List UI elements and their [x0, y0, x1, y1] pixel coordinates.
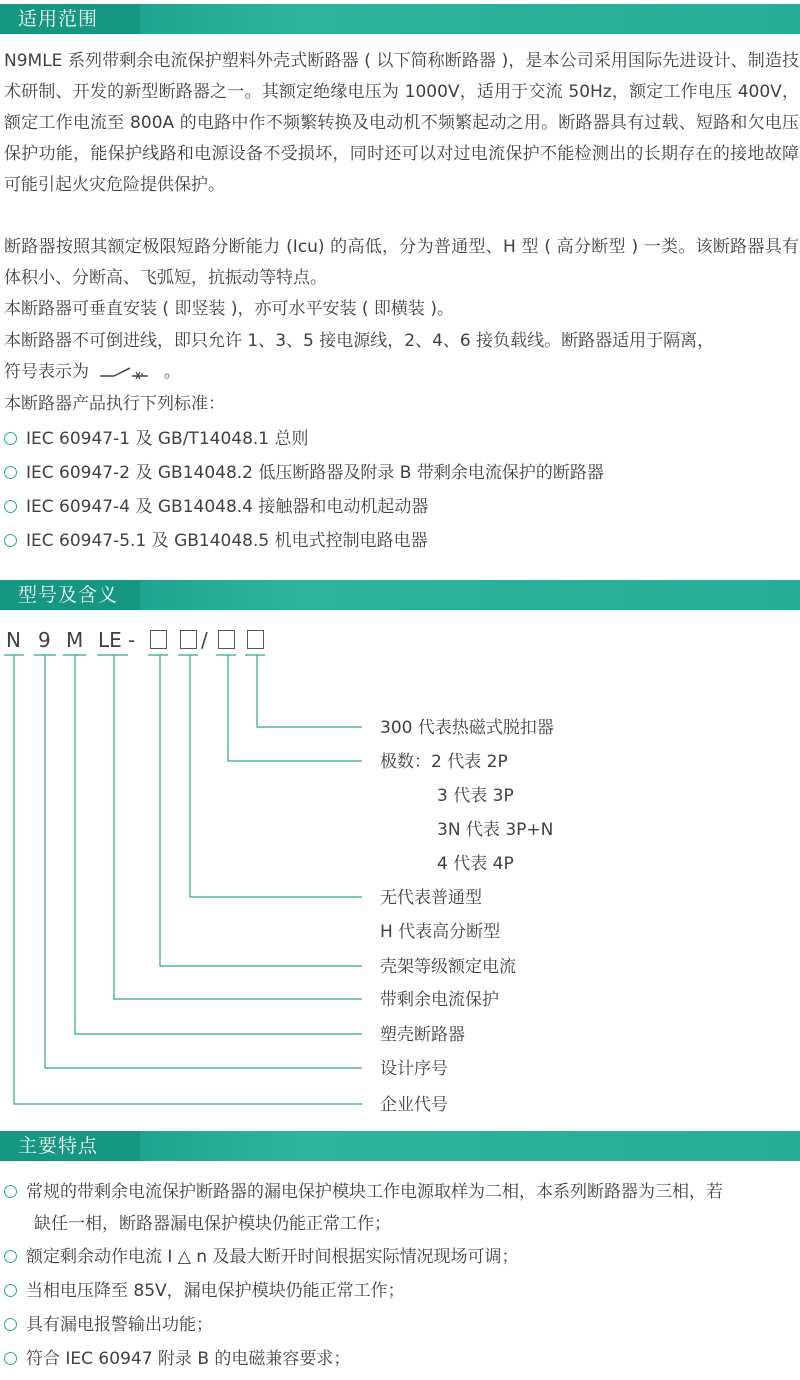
section-title: 主要特点: [18, 1135, 99, 1157]
paragraph-installation: 本断路器可垂直安装 ( 即竖装 )，亦可水平安装 ( 即横装 )。: [4, 299, 454, 319]
standard-item: IEC 60947-5.1 及 GB14048.5 机电式控制电路电器: [4, 529, 428, 553]
meaning-release-type: 300 代表热磁式脱扣器: [380, 718, 554, 738]
meaning-design-number: 设计序号: [380, 1059, 448, 1079]
bullet-circle-icon: [4, 1185, 17, 1198]
bullet-circle-icon: [4, 1352, 17, 1365]
meaning-poles-3p: 3 代表 3P: [437, 786, 514, 806]
code-char-9: 9: [38, 628, 51, 652]
meaning-high-breaking: H 代表高分断型: [380, 922, 501, 942]
paragraph-standards-intro: 本断路器产品执行下列标准：: [4, 394, 225, 414]
code-char-m: M: [66, 628, 84, 652]
feature-item: 额定剩余动作电流 I △ n 及最大断开时间根据实际情况现场可调；: [4, 1245, 518, 1269]
section-title: 适用范围: [18, 8, 99, 30]
code-dash: -: [128, 628, 136, 652]
feature-item: 符合 IEC 60947 附录 B 的电磁兼容要求；: [4, 1347, 350, 1371]
meaning-company-code: 企业代号: [380, 1095, 448, 1115]
meaning-residual-protection: 带剩余电流保护: [380, 990, 499, 1010]
meaning-normal-type: 无代表普通型: [380, 888, 482, 908]
feature-item: 常规的带剩余电流保护断路器的漏电保护模块工作电源取样为二相，本系列断路器为三相，若: [4, 1180, 723, 1204]
bullet-circle-icon: [4, 1250, 17, 1263]
paragraph-intro: N9MLE 系列带剩余电流保护塑料外壳式断路器 ( 以下简称断路器 )，是本公司采用国际先进设计、制造技术研制、开发的新型断路器之一。其额定绝缘电压为 1000V，适用于交流 50Hz，额定工作电压 400V，额定工作电流至 800A 的电路中作不频繁转换及电动机不频繁起动之用。断路器具有过载、短路和欠电压保护功能，能保护线路和电源设备不受损坏，同时还可以对过电流保护不能检测出的长期存在的接地故障可能引起火灾危险提供保护。: [4, 51, 799, 195]
paragraph-wiring: 本断路器不可倒进线，即只允许 1、3、5 接电源线，2、4、6 接负载线。断路器适用于隔离，: [4, 331, 715, 351]
paragraph-breaking-capacity: 断路器按照其额定极限短路分断能力 (Icu) 的高低，分为普通型、H 型 ( 高分断型 ) 一类。该断路器具有体积小、分断高、飞弧短，抗振动等特点。: [4, 237, 799, 288]
meaning-poles: 极数：2 代表 2P: [380, 752, 508, 772]
code-char-n: N: [6, 628, 21, 652]
feature-item: 具有漏电报警输出功能；: [4, 1313, 213, 1337]
meaning-mccb: 塑壳断路器: [380, 1025, 465, 1045]
bullet-circle-icon: [4, 1284, 17, 1297]
feature-item: 当相电压降至 85V，漏电保护模块仍能正常工作；: [4, 1279, 405, 1303]
meaning-poles-4p: 4 代表 4P: [437, 854, 514, 874]
paragraph-symbol: 符号表示为 。: [4, 362, 181, 382]
code-slash: /: [201, 628, 208, 652]
meaning-frame-current: 壳架等级额定电流: [380, 957, 516, 977]
section-title: 型号及含义: [18, 584, 119, 606]
standard-item: IEC 60947-1 及 GB/T14048.1 总则: [4, 427, 309, 451]
standard-item: IEC 60947-2 及 GB14048.2 低压断路器及附录 B 带剩余电流保护的断路器: [4, 461, 604, 485]
standard-item: IEC 60947-4 及 GB14048.4 接触器和电动机起动器: [4, 495, 428, 519]
bullet-circle-icon: [4, 1318, 17, 1331]
feature-item-continued: 缺任一相，断路器漏电保护模块仍能正常工作；: [34, 1214, 391, 1234]
section-header-features: [0, 1131, 800, 1161]
meaning-poles-3pn: 3N 代表 3P+N: [437, 820, 554, 840]
code-char-le: LE: [98, 628, 122, 652]
